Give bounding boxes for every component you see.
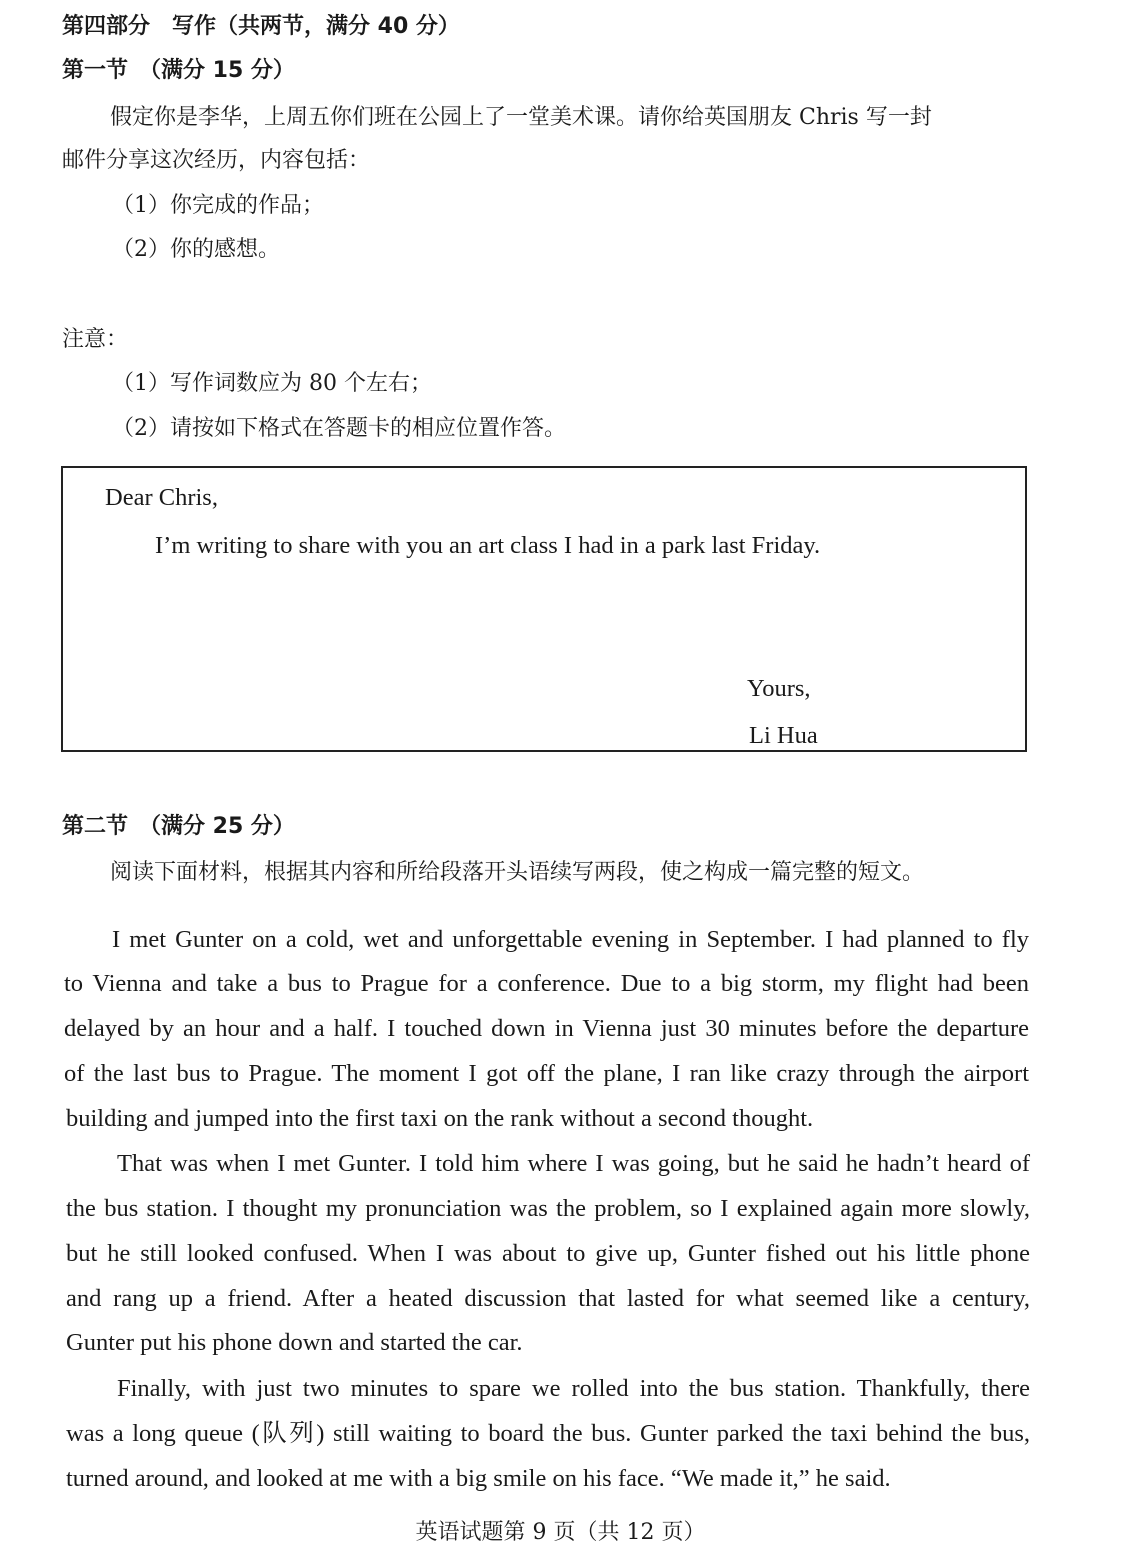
letter-signature: Li Hua <box>749 722 818 749</box>
passage-line: building and jumped into the first taxi on the rank without a second thought. <box>66 1105 814 1132</box>
letter-closing: Yours, <box>747 675 811 702</box>
passage-line: Finally, with just two minutes to spare we rolled into the bus station. Thankfully, there <box>117 1375 1030 1402</box>
content-item-2: （2）你的感想。 <box>112 237 280 262</box>
passage-line: That was when I met Gunter. I told him where I was going, but he said he hadn’t heard of <box>117 1150 1030 1177</box>
passage-line: to Vienna and take a bus to Prague for a conference. Due to a big storm, my flight had been <box>64 970 1029 997</box>
passage-line: I met Gunter on a cold, wet and unforgettable evening in September. I had planned to fly <box>112 926 1029 953</box>
passage-line: but he still looked confused. When I was about to give up, Gunter fished out his little phone <box>66 1240 1030 1267</box>
letter-opening: I’m writing to share with you an art class I had in a park last Friday. <box>155 532 821 559</box>
passage-line: Gunter put his phone down and started the car. <box>66 1329 523 1356</box>
passage-line: was a long queue (队列) still waiting to board the bus. Gunter parked the taxi behind the bus, <box>66 1420 1030 1447</box>
page-footer: 英语试题第 9 页（共 12 页） <box>415 1520 706 1545</box>
passage-line: delayed by an hour and a half. I touched down in Vienna just 30 minutes before the departure <box>64 1015 1029 1042</box>
section1-prompt-line1: 假定你是李华，上周五你们班在公园上了一堂美术课。请你给英国朋友 Chris 写一封 <box>110 105 932 130</box>
section1-heading: 第一节 （满分 15 分） <box>62 58 295 83</box>
passage-line: the bus station. I thought my pronunciation was the problem, so I explained again more slowly, <box>66 1195 1030 1222</box>
part-heading: 第四部分 写作（共两节，满分 40 分） <box>62 14 460 39</box>
passage-line: of the last bus to Prague. The moment I got off the plane, I ran like crazy through the airport <box>64 1060 1029 1087</box>
note-item-1: （1）写作词数应为 80 个左右； <box>112 371 432 396</box>
section1-prompt-line2: 邮件分享这次经历，内容包括： <box>62 148 371 173</box>
notes-label: 注意： <box>62 327 129 352</box>
content-item-1: （1）你完成的作品； <box>112 193 324 218</box>
passage-line: and rang up a friend. After a heated discussion that lasted for what seemed like a century, <box>66 1285 1030 1312</box>
section2-instruction: 阅读下面材料，根据其内容和所给段落开头语续写两段，使之构成一篇完整的短文。 <box>110 860 925 885</box>
note-item-2: （2）请按如下格式在答题卡的相应位置作答。 <box>112 416 566 441</box>
passage-line: turned around, and looked at me with a big smile on his face. “We made it,” he said. <box>66 1465 891 1492</box>
section2-heading: 第二节 （满分 25 分） <box>62 814 295 839</box>
letter-greeting: Dear Chris, <box>105 484 218 511</box>
